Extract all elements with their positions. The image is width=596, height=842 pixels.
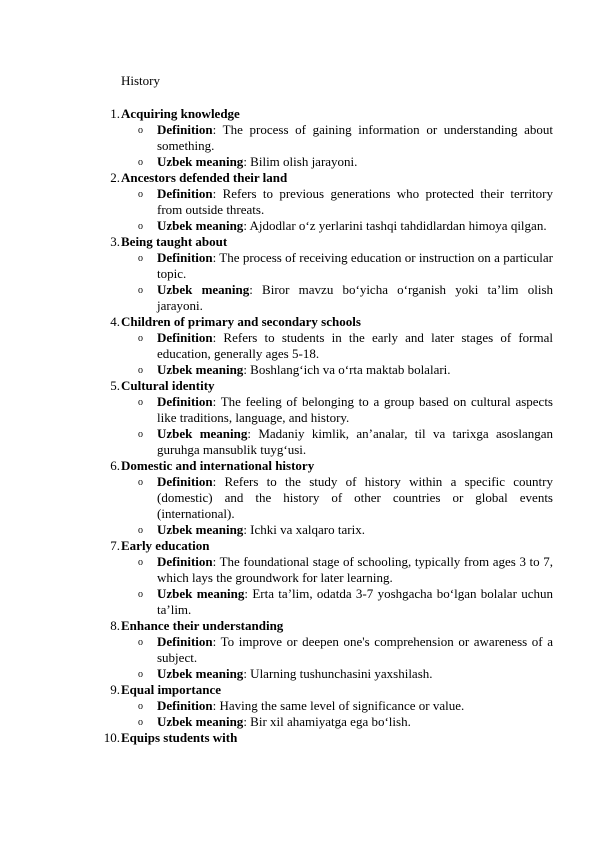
item-number: 5. bbox=[110, 378, 120, 393]
definition-label: Definition bbox=[157, 698, 213, 713]
sub-list bbox=[0, 330, 596, 378]
term-title: Cultural identity bbox=[121, 378, 215, 393]
list-item bbox=[0, 234, 596, 314]
item-number: 6. bbox=[110, 458, 120, 473]
uzbek-label: Uzbek meaning bbox=[157, 362, 244, 377]
definition-text: : Having the same level of significance or value. bbox=[212, 698, 465, 713]
list-item bbox=[0, 538, 596, 618]
sub-list bbox=[0, 186, 596, 234]
item-number: 10. bbox=[103, 730, 120, 745]
uzbek-line bbox=[138, 586, 553, 618]
uzbek-line bbox=[138, 154, 553, 170]
term-title: Domestic and international history bbox=[121, 458, 315, 473]
definition-label: Definition bbox=[157, 474, 213, 489]
uzbek-label: Uzbek meaning bbox=[157, 714, 244, 729]
bullet-icon: o bbox=[138, 525, 143, 536]
definition-text: : The foundational stage of schooling, typically from ages 3 to 7, which lays the groundwork for later learning. bbox=[157, 554, 553, 585]
uzbek-line bbox=[138, 714, 553, 730]
list-item bbox=[0, 682, 596, 730]
uzbek-label: Uzbek meaning bbox=[157, 666, 244, 681]
definition-label: Definition bbox=[157, 330, 213, 345]
uzbek-line bbox=[138, 426, 553, 458]
term-title: Ancestors defended their land bbox=[121, 170, 288, 185]
uzbek-text: : Erta ta’lim, odatda 3-7 yoshgacha bo‘lgan bolalar uchun ta’lim. bbox=[157, 586, 553, 617]
term-title: Early education bbox=[121, 538, 210, 553]
bullet-icon: o bbox=[138, 157, 143, 168]
definition-label: Definition bbox=[157, 394, 213, 409]
term-title: Children of primary and secondary schools bbox=[121, 314, 361, 329]
uzbek-text: : Ajdodlar o‘z yerlarini tashqi tahdidlardan himoya qilgan. bbox=[243, 218, 547, 233]
uzbek-text: : Madaniy kimlik, an’analar, til va tarixga asoslangan guruhga mansublik tuyg‘usi. bbox=[157, 426, 553, 457]
uzbek-text: : Boshlang‘ich va o‘rta maktab bolalari. bbox=[243, 362, 451, 377]
definition-line bbox=[138, 330, 553, 362]
bullet-icon: o bbox=[138, 397, 143, 408]
uzbek-text: : Bilim olish jarayoni. bbox=[243, 154, 358, 169]
item-number: 7. bbox=[110, 538, 120, 553]
uzbek-line bbox=[138, 282, 553, 314]
definition-text: : The process of gaining information or understanding about something. bbox=[157, 122, 553, 153]
bullet-icon: o bbox=[138, 669, 143, 680]
definition-line bbox=[138, 474, 553, 522]
sub-list bbox=[0, 698, 596, 730]
definition-line bbox=[138, 698, 553, 714]
term-title: Equal importance bbox=[121, 682, 222, 697]
uzbek-text: : Ichki va xalqaro tarix. bbox=[243, 522, 365, 537]
bullet-icon: o bbox=[138, 589, 143, 600]
list-item bbox=[0, 618, 596, 682]
item-number: 9. bbox=[110, 682, 120, 697]
definition-text: : The process of receiving education or instruction on a particular topic. bbox=[157, 250, 553, 281]
definition-label: Definition bbox=[157, 122, 213, 137]
term-title: Equips students with bbox=[121, 730, 238, 745]
bullet-icon: o bbox=[138, 717, 143, 728]
list-item bbox=[0, 314, 596, 378]
bullet-icon: o bbox=[138, 333, 143, 344]
definition-line bbox=[138, 634, 553, 666]
sub-list bbox=[0, 634, 596, 682]
sub-list bbox=[0, 250, 596, 314]
term-title: Enhance their understanding bbox=[121, 618, 284, 633]
definition-text: : To improve or deepen one's comprehension or awareness of a subject. bbox=[157, 634, 553, 665]
bullet-icon: o bbox=[138, 557, 143, 568]
item-number: 1. bbox=[110, 106, 120, 121]
definition-label: Definition bbox=[157, 634, 213, 649]
bullet-icon: o bbox=[138, 701, 143, 712]
bullet-icon: o bbox=[138, 125, 143, 136]
item-number: 2. bbox=[110, 170, 120, 185]
bullet-icon: o bbox=[138, 221, 143, 232]
definition-line bbox=[138, 186, 553, 218]
uzbek-line bbox=[138, 666, 553, 682]
page-heading: History bbox=[121, 73, 160, 88]
item-number: 3. bbox=[110, 234, 120, 249]
definition-line bbox=[138, 122, 553, 154]
definition-text: : The feeling of belonging to a group based on cultural aspects like traditions, language, and history. bbox=[157, 394, 553, 425]
uzbek-text: : Ularning tushunchasini yaxshilash. bbox=[243, 666, 433, 681]
bullet-icon: o bbox=[138, 253, 143, 264]
sub-list bbox=[0, 474, 596, 538]
bullet-icon: o bbox=[138, 477, 143, 488]
uzbek-line bbox=[138, 218, 553, 234]
term-title: Being taught about bbox=[121, 234, 228, 249]
bullet-icon: o bbox=[138, 285, 143, 296]
item-number: 8. bbox=[110, 618, 120, 633]
list-item bbox=[0, 378, 596, 458]
definition-label: Definition bbox=[157, 554, 213, 569]
sub-list bbox=[0, 394, 596, 458]
uzbek-label: Uzbek meaning bbox=[157, 282, 250, 297]
definition-text: : Refers to the study of history within a specific country (domestic) and the history of other countries or global events (international). bbox=[157, 474, 553, 521]
bullet-icon: o bbox=[138, 189, 143, 200]
list-item bbox=[0, 170, 596, 234]
list-item bbox=[0, 458, 596, 538]
uzbek-label: Uzbek meaning bbox=[157, 586, 245, 601]
definition-label: Definition bbox=[157, 186, 213, 201]
term-title: Acquiring knowledge bbox=[121, 106, 240, 121]
bullet-icon: o bbox=[138, 365, 143, 376]
definition-text: : Refers to previous generations who protected their territory from outside threats. bbox=[157, 186, 553, 217]
bullet-icon: o bbox=[138, 637, 143, 648]
list-item bbox=[0, 730, 596, 746]
list-item bbox=[0, 106, 596, 170]
uzbek-text: : Bir xil ahamiyatga ega bo‘lish. bbox=[243, 714, 411, 729]
uzbek-line bbox=[138, 362, 553, 378]
sub-list bbox=[0, 122, 596, 170]
definition-line bbox=[138, 394, 553, 426]
definition-line bbox=[138, 250, 553, 282]
definition-line bbox=[138, 554, 553, 586]
glossary-list bbox=[0, 106, 596, 746]
sub-list bbox=[0, 554, 596, 618]
definition-text: : Refers to students in the early and later stages of formal education, generally ages 5-18. bbox=[157, 330, 553, 361]
uzbek-label: Uzbek meaning bbox=[157, 426, 248, 441]
definition-label: Definition bbox=[157, 250, 213, 265]
item-number: 4. bbox=[110, 314, 120, 329]
uzbek-text: : Biror mavzu bo‘yicha o‘rganish yoki ta’lim olish jarayoni. bbox=[157, 282, 553, 313]
bullet-icon: o bbox=[138, 429, 143, 440]
uzbek-label: Uzbek meaning bbox=[157, 154, 244, 169]
uzbek-label: Uzbek meaning bbox=[157, 522, 244, 537]
uzbek-line bbox=[138, 522, 553, 538]
uzbek-label: Uzbek meaning bbox=[157, 218, 244, 233]
